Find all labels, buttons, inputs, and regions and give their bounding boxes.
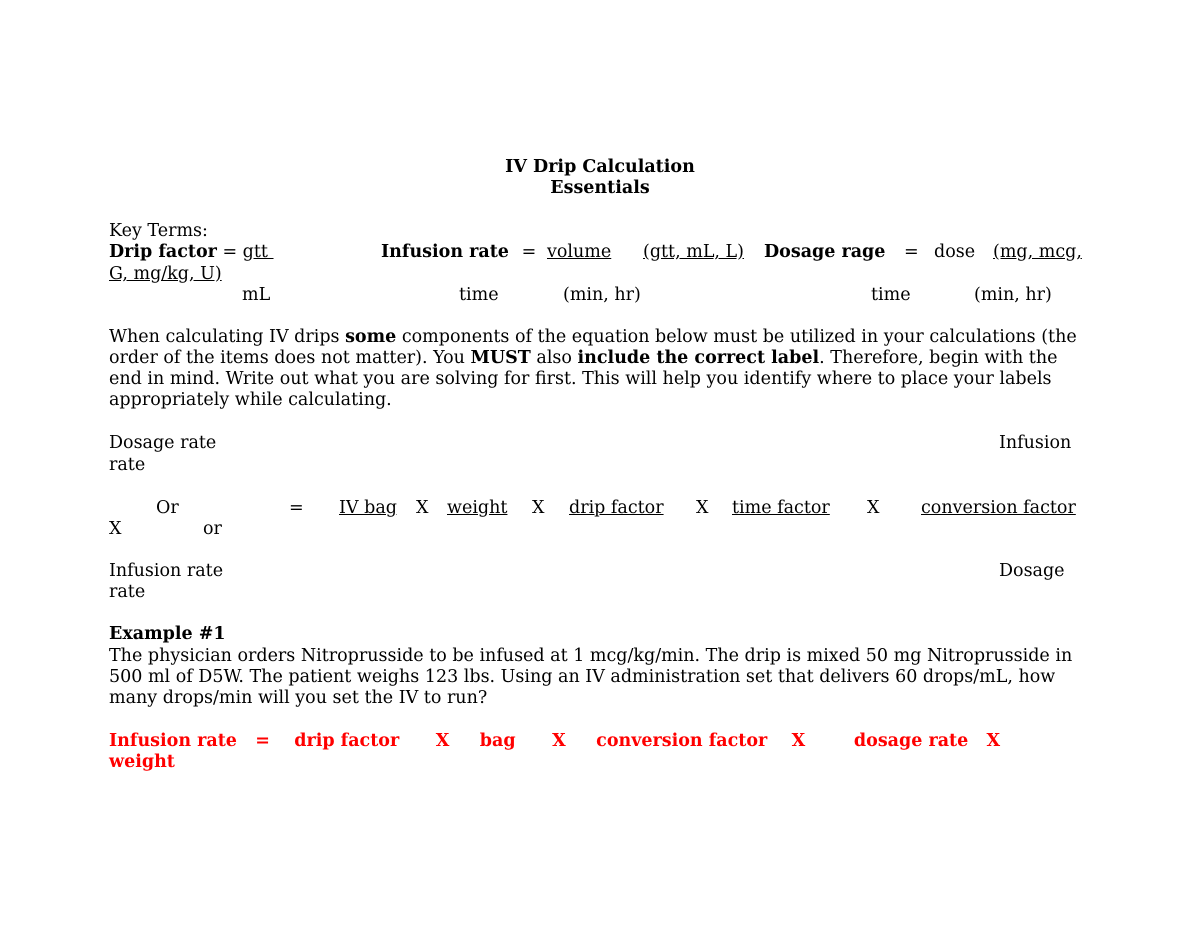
- dosage-rage-units-wrap: G, mg/kg, U): [109, 264, 222, 284]
- intro-paragraph: [109, 327, 1094, 411]
- equation-times: X: [696, 498, 709, 518]
- intro-emphasis-must: MUST: [470, 348, 531, 368]
- infusion-rate-denominator-units: (min, hr): [563, 285, 641, 305]
- equation-or-left: Or: [156, 498, 179, 518]
- example-problem: The physician orders Nitroprusside to be infused at 1 mcg/kg/min. The drip is mixed 50 mg Nitroprusside in 500 ml of D5W. The patient weighs 123 lbs. Using an IV administration set that delivers 60 drops/mL, how many drops/min will you set the IV to run?: [109, 646, 1073, 708]
- page-subtitle: Essentials: [550, 178, 650, 198]
- drip-factor-equals: =: [216, 242, 243, 262]
- key-terms-heading: Key Terms:: [109, 221, 208, 241]
- infusion-rate-units: (gtt, mL, L): [643, 242, 745, 262]
- equation-bottom-left: Infusion rate: [109, 561, 224, 581]
- intro-emphasis-label: include the correct label: [577, 348, 820, 368]
- dosage-rage-label: Dosage rage: [764, 242, 886, 262]
- drip-factor-label: Drip factor: [109, 242, 217, 262]
- equation-times: X: [532, 498, 545, 518]
- equation-times: X: [416, 498, 429, 518]
- intro-text: When calculating IV drips: [109, 327, 346, 347]
- drip-factor-denominator: mL: [242, 285, 271, 305]
- example-answer-formula: Infusion rate = drip factor X bag X conversion factor X dosage rate X: [109, 731, 1001, 751]
- example-answer-formula-wrap: weight: [109, 752, 175, 772]
- dosage-rage-units: (mg, mcg,: [993, 242, 1082, 262]
- equation-bottom-wrap: rate: [109, 582, 146, 602]
- dosage-rage-numerator: dose: [934, 242, 976, 262]
- equation-times: X: [867, 498, 880, 518]
- dosage-rage-denominator-units: (min, hr): [974, 285, 1052, 305]
- equation-conversion-factor: conversion factor: [921, 498, 1076, 518]
- dosage-rage-equals: =: [904, 242, 919, 262]
- equation-equals: =: [289, 498, 304, 518]
- intro-text: also: [530, 348, 578, 368]
- equation-top-right: Infusion: [999, 433, 1072, 453]
- equation-drip-factor: drip factor: [569, 498, 664, 518]
- equation-time-factor: time factor: [732, 498, 830, 518]
- intro-text: components of the equation below must be utilized in your calculations (the order of the items does not matter). You: [109, 327, 1077, 368]
- infusion-rate-numerator: volume: [547, 242, 612, 262]
- infusion-rate-label: Infusion rate: [381, 242, 509, 262]
- equation-top-wrap: rate: [109, 455, 146, 475]
- intro-emphasis-some: some: [345, 327, 397, 347]
- equation-top-left: Dosage rate: [109, 433, 217, 453]
- dosage-rage-denominator: time: [871, 285, 911, 305]
- infusion-rate-equals: =: [516, 242, 542, 262]
- drip-factor-numerator: gtt: [242, 242, 274, 262]
- page-title: IV Drip Calculation: [505, 157, 695, 177]
- infusion-rate-denominator: time: [459, 285, 499, 305]
- equation-bottom-right: Dosage: [999, 561, 1065, 581]
- intro-text: . Therefore, begin with the end in mind. Write out what you are solving for first. This will help you identify where to place your labels appropriately while calculating.: [109, 348, 1058, 410]
- example-heading: Example #1: [109, 624, 226, 644]
- drip-factor-definition: [109, 242, 274, 263]
- equation-iv-bag: IV bag: [339, 498, 397, 518]
- equation-times: X: [109, 519, 122, 539]
- equation-weight: weight: [447, 498, 508, 518]
- equation-or-right: or: [203, 519, 222, 539]
